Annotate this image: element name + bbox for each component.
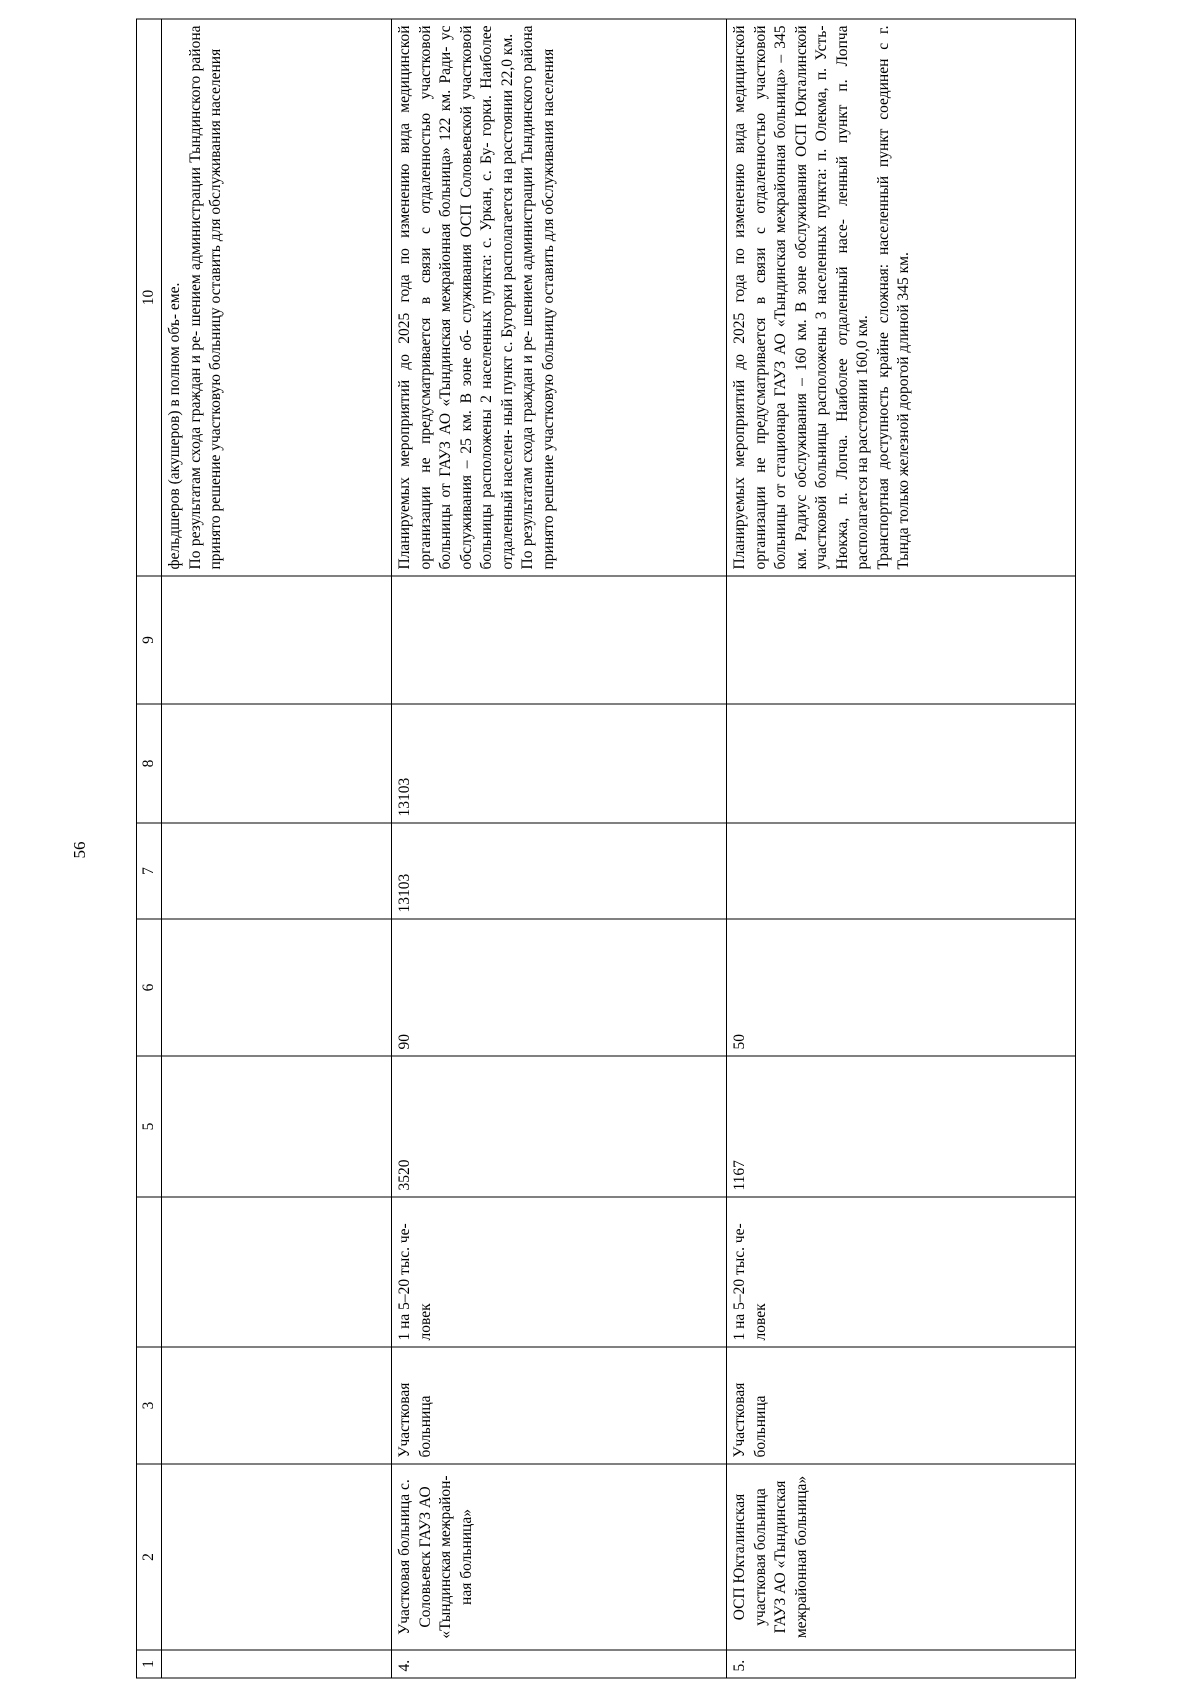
comment-paragraph: Транспортная доступность крайне сложная: населенный пункт соединен с г. Тында только железной дорогой длиной 345 км.	[874, 25, 912, 570]
table-row	[162, 19, 392, 1678]
institution-type: Участковая больница	[727, 1347, 1076, 1464]
value-col9	[727, 576, 1076, 704]
column-number: 10	[137, 19, 162, 576]
comment-paragraph: По результатам схода граждан и ре- шением администрации Тындинского района принято решение участковую больницу оставить для обслуживания населения	[519, 25, 557, 570]
comment-cell	[392, 19, 727, 576]
column-number: 3	[137, 1347, 162, 1464]
comment-cell	[162, 19, 392, 576]
column-number: 1	[137, 1650, 162, 1678]
distance-value: 50	[727, 919, 1076, 1056]
value-col8: 13103	[392, 704, 727, 823]
column-number: 7	[137, 823, 162, 919]
column-number-row	[137, 19, 162, 1678]
page-number: 56	[70, 841, 89, 859]
institution-type: Участковая больница	[392, 1347, 727, 1464]
hospital-table	[136, 19, 1076, 1679]
comment-paragraph: Планируемых мероприятий до 2025 года по изменению вида медицинской организации не предусматривается в связи с отдаленностью участковой больницы от ГАУЗ АО «Тындинская межрайонная больница» 122 км. Ради- ус обслуживания – 25 км. В зоне об- служивания ОСП Соловьевской участковой больницы расположены 2 населенных пункта: с. Уркан, с. Бу- горки. Наиболее отдаленный населен- ный пункт с. Бугорки располагается на расстоянии 22,0 км.	[396, 25, 516, 570]
row-number: 5.	[727, 1650, 1076, 1678]
comment-paragraph: фельдшеров (акушеров) в полном объ- еме.	[166, 282, 183, 570]
distance-value: 90	[392, 919, 727, 1056]
population-norm: 1 на 5–20 тыс. че- ловек	[727, 1197, 1076, 1347]
column-number: 8	[137, 704, 162, 823]
population-value: 1167	[727, 1056, 1076, 1197]
column-number: 5	[137, 1056, 162, 1197]
row-number: 4.	[392, 1650, 727, 1678]
table-row	[392, 19, 727, 1678]
comment-paragraph: Планируемых мероприятий до 2025 года по изменению вида медицинской организации не предусматривается в связи с отдаленностью участковой больницы от стационара ГАУЗ АО «Тындинская межрайонная больница» – 345 км. Радиус обслуживания – 160 км. В зоне обслуживания ОСП Юкталинской участковой больницы расположены 3 населенных пункта: п. Олекма, п. Усть-Нюкжа, п. Лопча. Наиболее отдаленный насе- ленный пункт п. Лопча располагается на расстоянии 160,0 км.	[731, 25, 871, 570]
population-value: 3520	[392, 1056, 727, 1197]
comment-cell	[727, 19, 1076, 576]
value-col7	[727, 823, 1076, 919]
document-sheet	[136, 20, 1076, 1679]
value-col8	[727, 704, 1076, 823]
institution-name: ОСП Юкталинская участковая больница ГАУЗ АО «Тындинская межрайонная больница»	[727, 1464, 1076, 1650]
value-col7: 13103	[392, 823, 727, 919]
column-number: 9	[137, 576, 162, 704]
column-number: 6	[137, 919, 162, 1056]
population-norm: 1 на 5–20 тыс. че- ловек	[392, 1197, 727, 1347]
comment-paragraph: По результатам схода граждан и ре- шением администрации Тындинского района принято решение участковую больницу оставить для обслуживания населения	[186, 25, 224, 570]
value-col9	[392, 576, 727, 704]
column-number	[137, 1197, 162, 1347]
table-row	[727, 19, 1076, 1678]
institution-name: Участковая больница с. Соловьевск ГАУЗ АО «Тындинская межрайон- ная больница»	[392, 1464, 727, 1650]
column-number: 2	[137, 1464, 162, 1650]
